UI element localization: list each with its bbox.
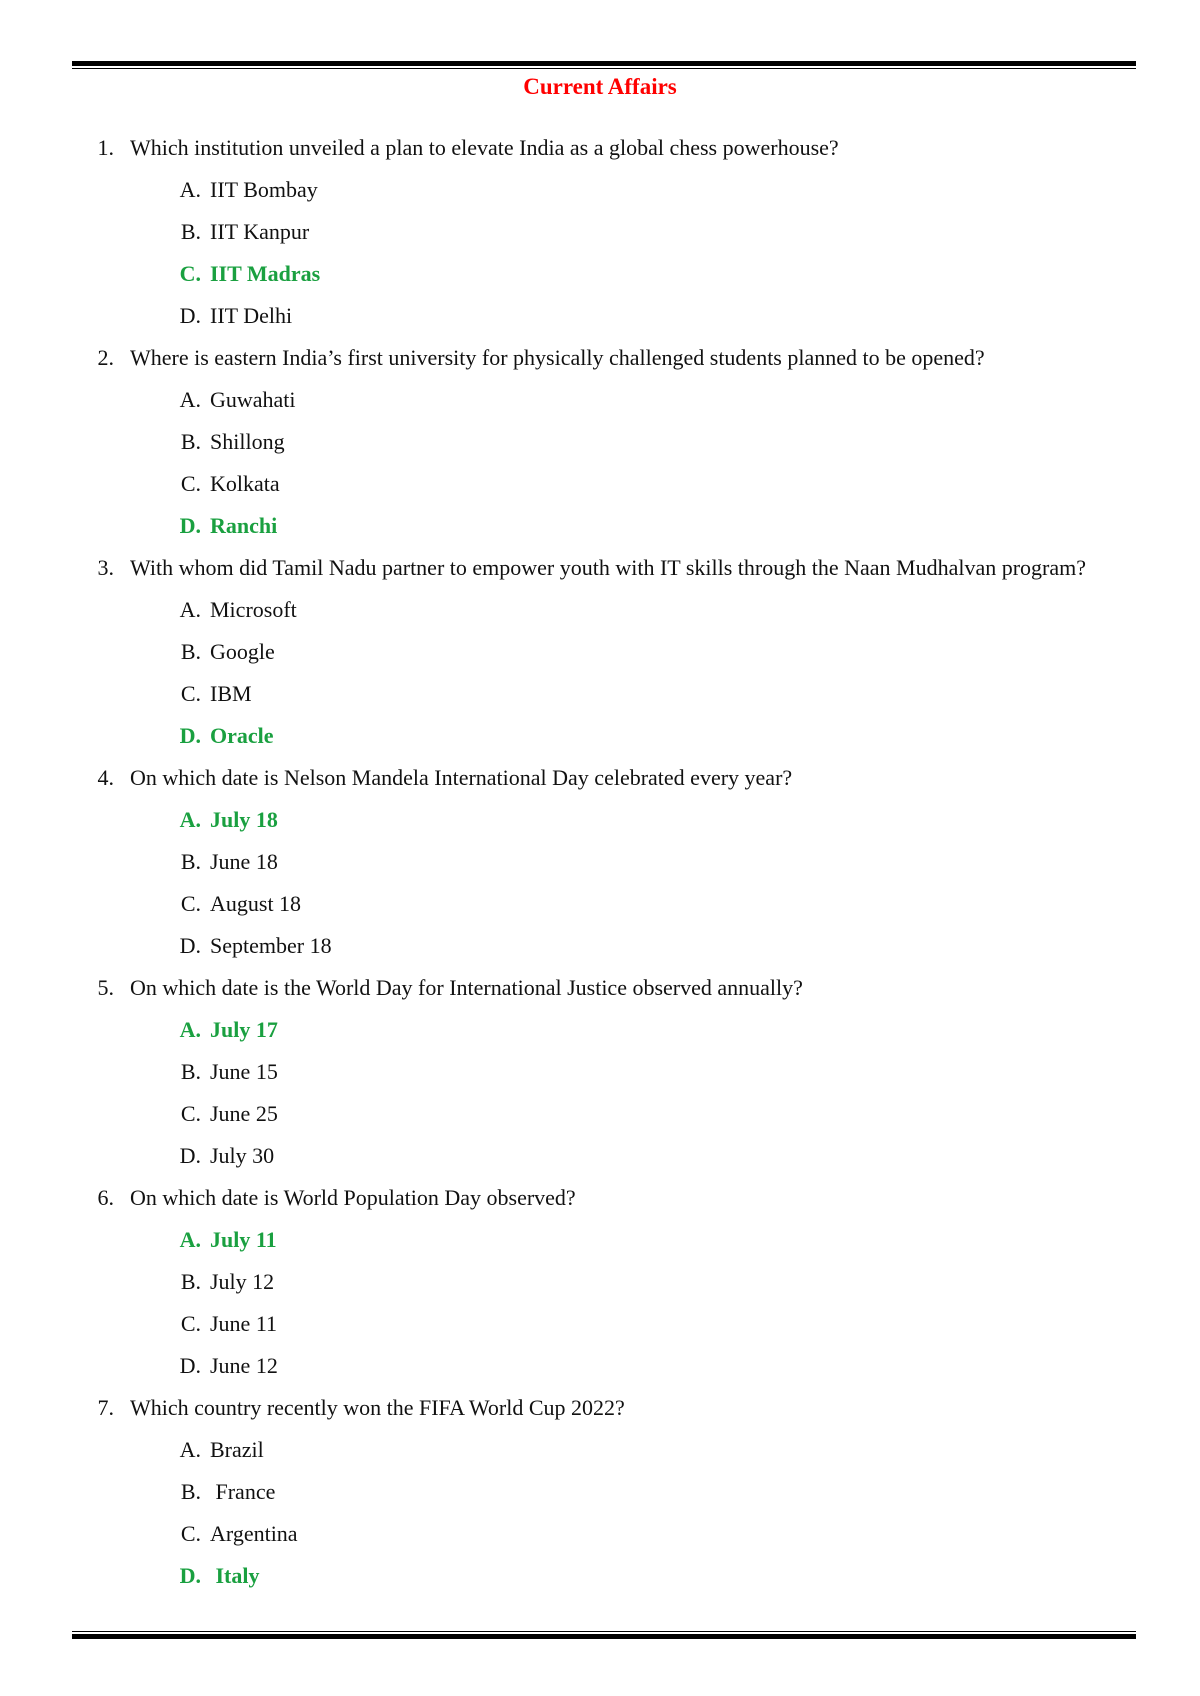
option-letter: B. [180, 1059, 201, 1084]
option-letter: C. [180, 471, 201, 496]
question-5 [0, 967, 1200, 1009]
option-letter: C. [180, 1521, 201, 1546]
option-letter: D. [179, 933, 201, 958]
question-text: Which country recently won the FIFA World Cup 2022? [130, 1395, 625, 1420]
question-number: 7. [97, 1395, 114, 1420]
answer-option [0, 1051, 1200, 1093]
option-text: July 12 [210, 1269, 275, 1294]
option-letter: C. [179, 261, 201, 286]
question-number: 4. [97, 765, 114, 790]
option-text: August 18 [210, 891, 302, 916]
answer-option [0, 421, 1200, 463]
option-letter: B. [180, 1269, 201, 1294]
option-letter: A. [179, 597, 201, 622]
question-text: On which date is Nelson Mandela International Day celebrated every year? [130, 765, 793, 790]
option-text: Argentina [210, 1521, 298, 1546]
option-letter: A. [179, 1227, 201, 1252]
correct-answer-option [0, 799, 1200, 841]
option-letter: A. [179, 1437, 201, 1462]
answer-option [0, 169, 1200, 211]
answer-option [0, 925, 1200, 967]
correct-answer-option [0, 1219, 1200, 1261]
question-text: Which institution unveiled a plan to elevate India as a global chess powerhouse? [130, 135, 839, 160]
question-7 [0, 1387, 1200, 1429]
option-letter: A. [179, 387, 201, 412]
option-letter: C. [180, 1101, 201, 1126]
correct-answer-option [0, 1009, 1200, 1051]
option-text: Brazil [210, 1437, 264, 1462]
option-text: Microsoft [210, 597, 297, 622]
answer-option [0, 1429, 1200, 1471]
answer-option [0, 1471, 1200, 1513]
question-2 [0, 337, 1200, 379]
option-letter: D. [179, 1353, 201, 1378]
correct-answer-option [0, 715, 1200, 757]
question-number: 6. [97, 1185, 114, 1210]
correct-answer-option [0, 505, 1200, 547]
option-letter: C. [180, 1311, 201, 1336]
option-text: June 12 [210, 1353, 278, 1378]
question-3 [0, 547, 1200, 589]
option-letter: D. [179, 513, 201, 538]
option-text: Google [210, 639, 275, 664]
question-number: 5. [97, 975, 114, 1000]
option-letter: D. [179, 1143, 201, 1168]
option-text: June 15 [210, 1059, 278, 1084]
question-1 [0, 127, 1200, 169]
option-text: June 25 [210, 1101, 278, 1126]
option-letter: A. [179, 807, 201, 832]
answer-option [0, 379, 1200, 421]
question-text: On which date is the World Day for International Justice observed annually? [130, 975, 803, 1000]
option-text: Guwahati [210, 387, 296, 412]
answer-option [0, 1093, 1200, 1135]
question-text: With whom did Tamil Nadu partner to empower youth with IT skills through the Naan Mudhalvan program? [130, 555, 1087, 580]
option-letter: B. [180, 1479, 201, 1504]
option-letter: A. [179, 1017, 201, 1042]
question-number: 3. [97, 555, 114, 580]
option-text: IIT Madras [210, 261, 321, 286]
option-text: June 11 [210, 1311, 278, 1336]
option-text: July 11 [210, 1227, 277, 1252]
answer-option [0, 841, 1200, 883]
option-text: July 18 [210, 807, 278, 832]
option-letter: B. [180, 219, 201, 244]
option-text: IIT Kanpur [210, 219, 310, 244]
option-letter: C. [180, 891, 201, 916]
correct-answer-option [0, 253, 1200, 295]
answer-option [0, 1303, 1200, 1345]
answer-option [0, 1261, 1200, 1303]
option-text: Oracle [210, 723, 274, 748]
page-title: Current Affairs [523, 74, 677, 99]
answer-option [0, 211, 1200, 253]
answer-option [0, 1135, 1200, 1177]
answer-option [0, 673, 1200, 715]
option-letter: B. [180, 639, 201, 664]
option-text: Shillong [210, 429, 285, 454]
option-letter: D. [179, 1563, 201, 1588]
question-list [0, 127, 1200, 1597]
question-number: 1. [97, 135, 114, 160]
question-text: Where is eastern India’s first university for physically challenged students planned to be opened? [130, 345, 985, 370]
option-text: June 18 [210, 849, 278, 874]
option-text: July 17 [210, 1017, 278, 1042]
correct-answer-option [0, 1555, 1200, 1597]
answer-option [0, 631, 1200, 673]
option-text: Kolkata [210, 471, 280, 496]
option-letter: A. [179, 177, 201, 202]
option-text: September 18 [210, 933, 332, 958]
answer-option [0, 463, 1200, 505]
option-text: Italy [210, 1563, 260, 1588]
question-text: On which date is World Population Day observed? [130, 1185, 576, 1210]
bottom-border-rule [72, 1631, 1136, 1639]
option-letter: B. [180, 849, 201, 874]
option-text: July 30 [210, 1143, 275, 1168]
option-text: IIT Bombay [210, 177, 318, 202]
option-letter: D. [179, 303, 201, 328]
option-letter: B. [180, 429, 201, 454]
question-4 [0, 757, 1200, 799]
answer-option [0, 589, 1200, 631]
question-number: 2. [97, 345, 114, 370]
option-text: Ranchi [210, 513, 278, 538]
option-text: IBM [210, 681, 252, 706]
option-text: France [210, 1479, 276, 1504]
answer-option [0, 1513, 1200, 1555]
top-border-rule [72, 61, 1136, 69]
question-6 [0, 1177, 1200, 1219]
option-letter: C. [180, 681, 201, 706]
answer-option [0, 883, 1200, 925]
answer-option [0, 1345, 1200, 1387]
option-text: IIT Delhi [210, 303, 293, 328]
option-letter: D. [179, 723, 201, 748]
answer-option [0, 295, 1200, 337]
